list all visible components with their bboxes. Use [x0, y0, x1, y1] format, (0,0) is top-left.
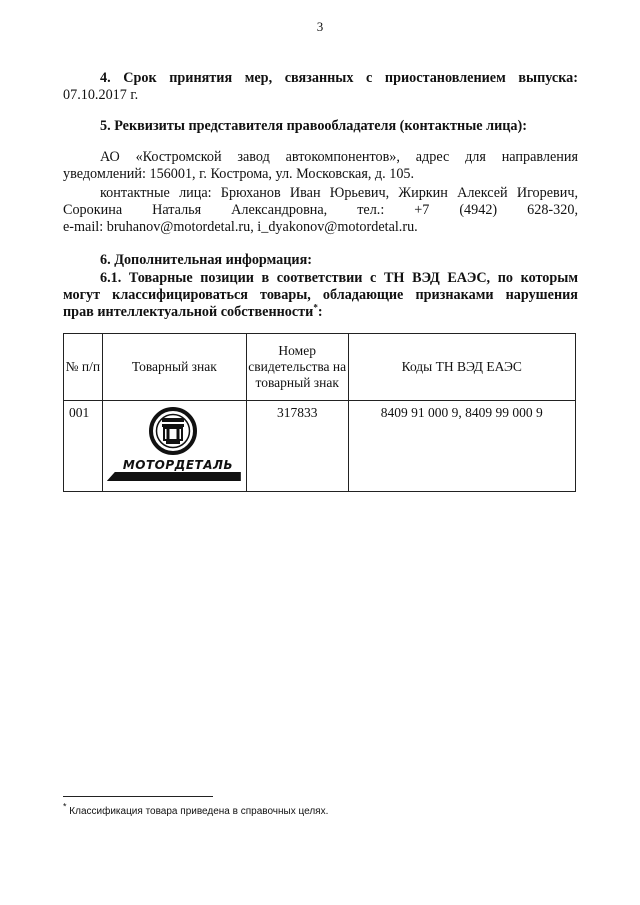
header-certificate: Номер свидетельства на товарный знак — [246, 334, 348, 401]
company-address-line1: АО «Костромской завод автокомпонентов», адрес для направления — [100, 149, 578, 165]
table-row — [64, 401, 576, 492]
contacts-email: e-mail: bruhanov@motordetal.ru, i_dyakonov@motordetal.ru. — [63, 219, 418, 235]
contacts-line1: контактные лица: Брюханов Иван Юрьевич, Жиркин Алексей Игоревич, — [100, 185, 578, 201]
section4-date: 07.10.2017 г. — [63, 87, 139, 103]
table-header-row — [64, 334, 576, 401]
section4-title: 4. Срок принятия мер, связанных с приостановлением выпуска: — [100, 70, 578, 86]
header-codes: Коды ТН ВЭД ЕАЭС — [348, 334, 575, 401]
trademark-wordmark: МОТОРДЕТАЛЬ — [122, 458, 234, 472]
section5-heading: 5. Реквизиты представителя правообладателя (контактные лица): — [100, 118, 527, 134]
header-number: № п/п — [64, 334, 103, 401]
footnote-text: Классификация товара приведена в справочных целях. — [69, 806, 329, 817]
certificate-number: 317833 — [246, 401, 348, 492]
customs-codes: 8409 91 000 9, 8409 99 000 9 — [348, 401, 575, 492]
footnote — [63, 803, 328, 820]
contacts-line2: Сорокина Наталья Александровна, тел.: +7 (4942) 628-320, — [63, 202, 578, 218]
section61-line2: могут классифицироваться товары, обладающие признаками нарушения — [63, 287, 578, 303]
row-number: 001 — [64, 401, 103, 492]
company-address-line2: уведомлений: 156001, г. Кострома, ул. Московская, д. 105. — [63, 166, 415, 182]
trademark-cell — [102, 401, 246, 492]
logo-underline-bar — [107, 472, 241, 481]
trademark-table — [63, 333, 576, 492]
footnote-marker: * — [313, 302, 318, 313]
section6-heading: 6. Дополнительная информация: — [100, 252, 312, 268]
header-trademark: Товарный знак — [102, 334, 246, 401]
section61-line1: 6.1. Товарные позиции в соответствии с ТН ВЭД ЕАЭС, по которым — [100, 270, 578, 286]
piston-emblem-icon — [145, 407, 201, 455]
section61-line3-text: прав интеллектуальной собственности — [63, 304, 314, 320]
trademark-logo — [103, 405, 246, 491]
footnote-marker-bottom: * — [63, 801, 67, 812]
section61-colon: : — [317, 304, 323, 320]
footnote-divider — [63, 796, 213, 797]
section61-line3 — [63, 304, 323, 321]
page-number: 3 — [316, 19, 324, 34]
